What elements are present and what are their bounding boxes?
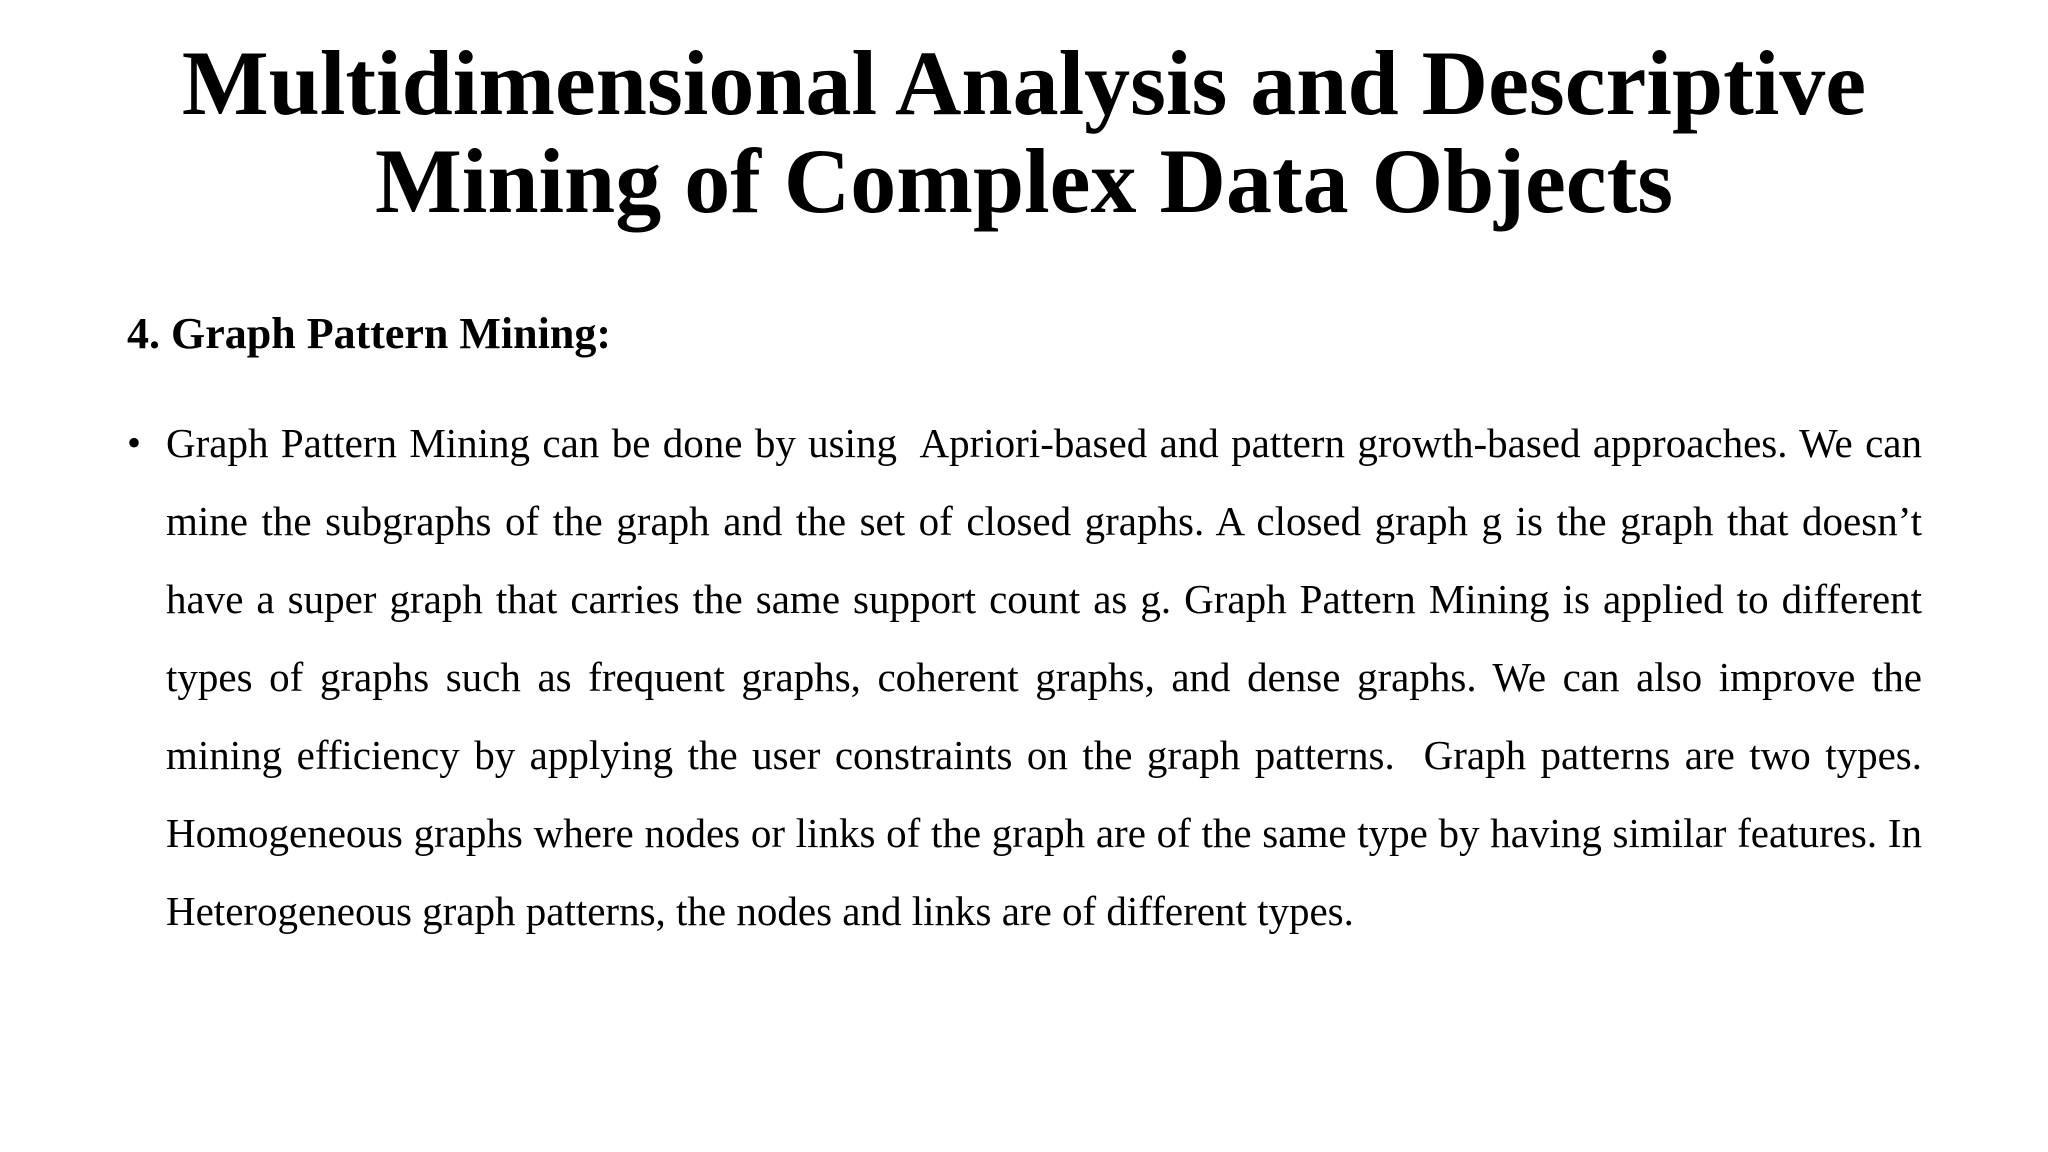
bullet-marker: • bbox=[127, 420, 142, 465]
bullet-list bbox=[127, 404, 1933, 950]
bullet-item bbox=[127, 404, 1933, 950]
slide-title-line-1: Multidimensional Analysis and Descriptive bbox=[181, 32, 1867, 134]
bullet-text: Graph Pattern Mining can be done by using Apriori-based and pattern growth-based approaches. We can mine the subgraphs of the graph and the set of closed graphs. A closed graph g is the graph that doesn’t have a super graph that carries the same support count as g. Graph Pattern Mining is applied to different types of graphs such as frequent graphs, coherent graphs, and dense graphs. We can also improve the mining efficiency by applying the user constraints on the graph patterns. Graph patterns are two types. Homogeneous graphs where nodes or links of the graph are of the same type by having similar features. In Heterogeneous graph patterns, the nodes and links are of different types. bbox=[166, 420, 1933, 934]
slide-title bbox=[0, 34, 2048, 230]
slide-title-line-2: Mining of Complex Data Objects bbox=[374, 130, 1674, 232]
section-heading: 4. Graph Pattern Mining: bbox=[127, 309, 611, 358]
